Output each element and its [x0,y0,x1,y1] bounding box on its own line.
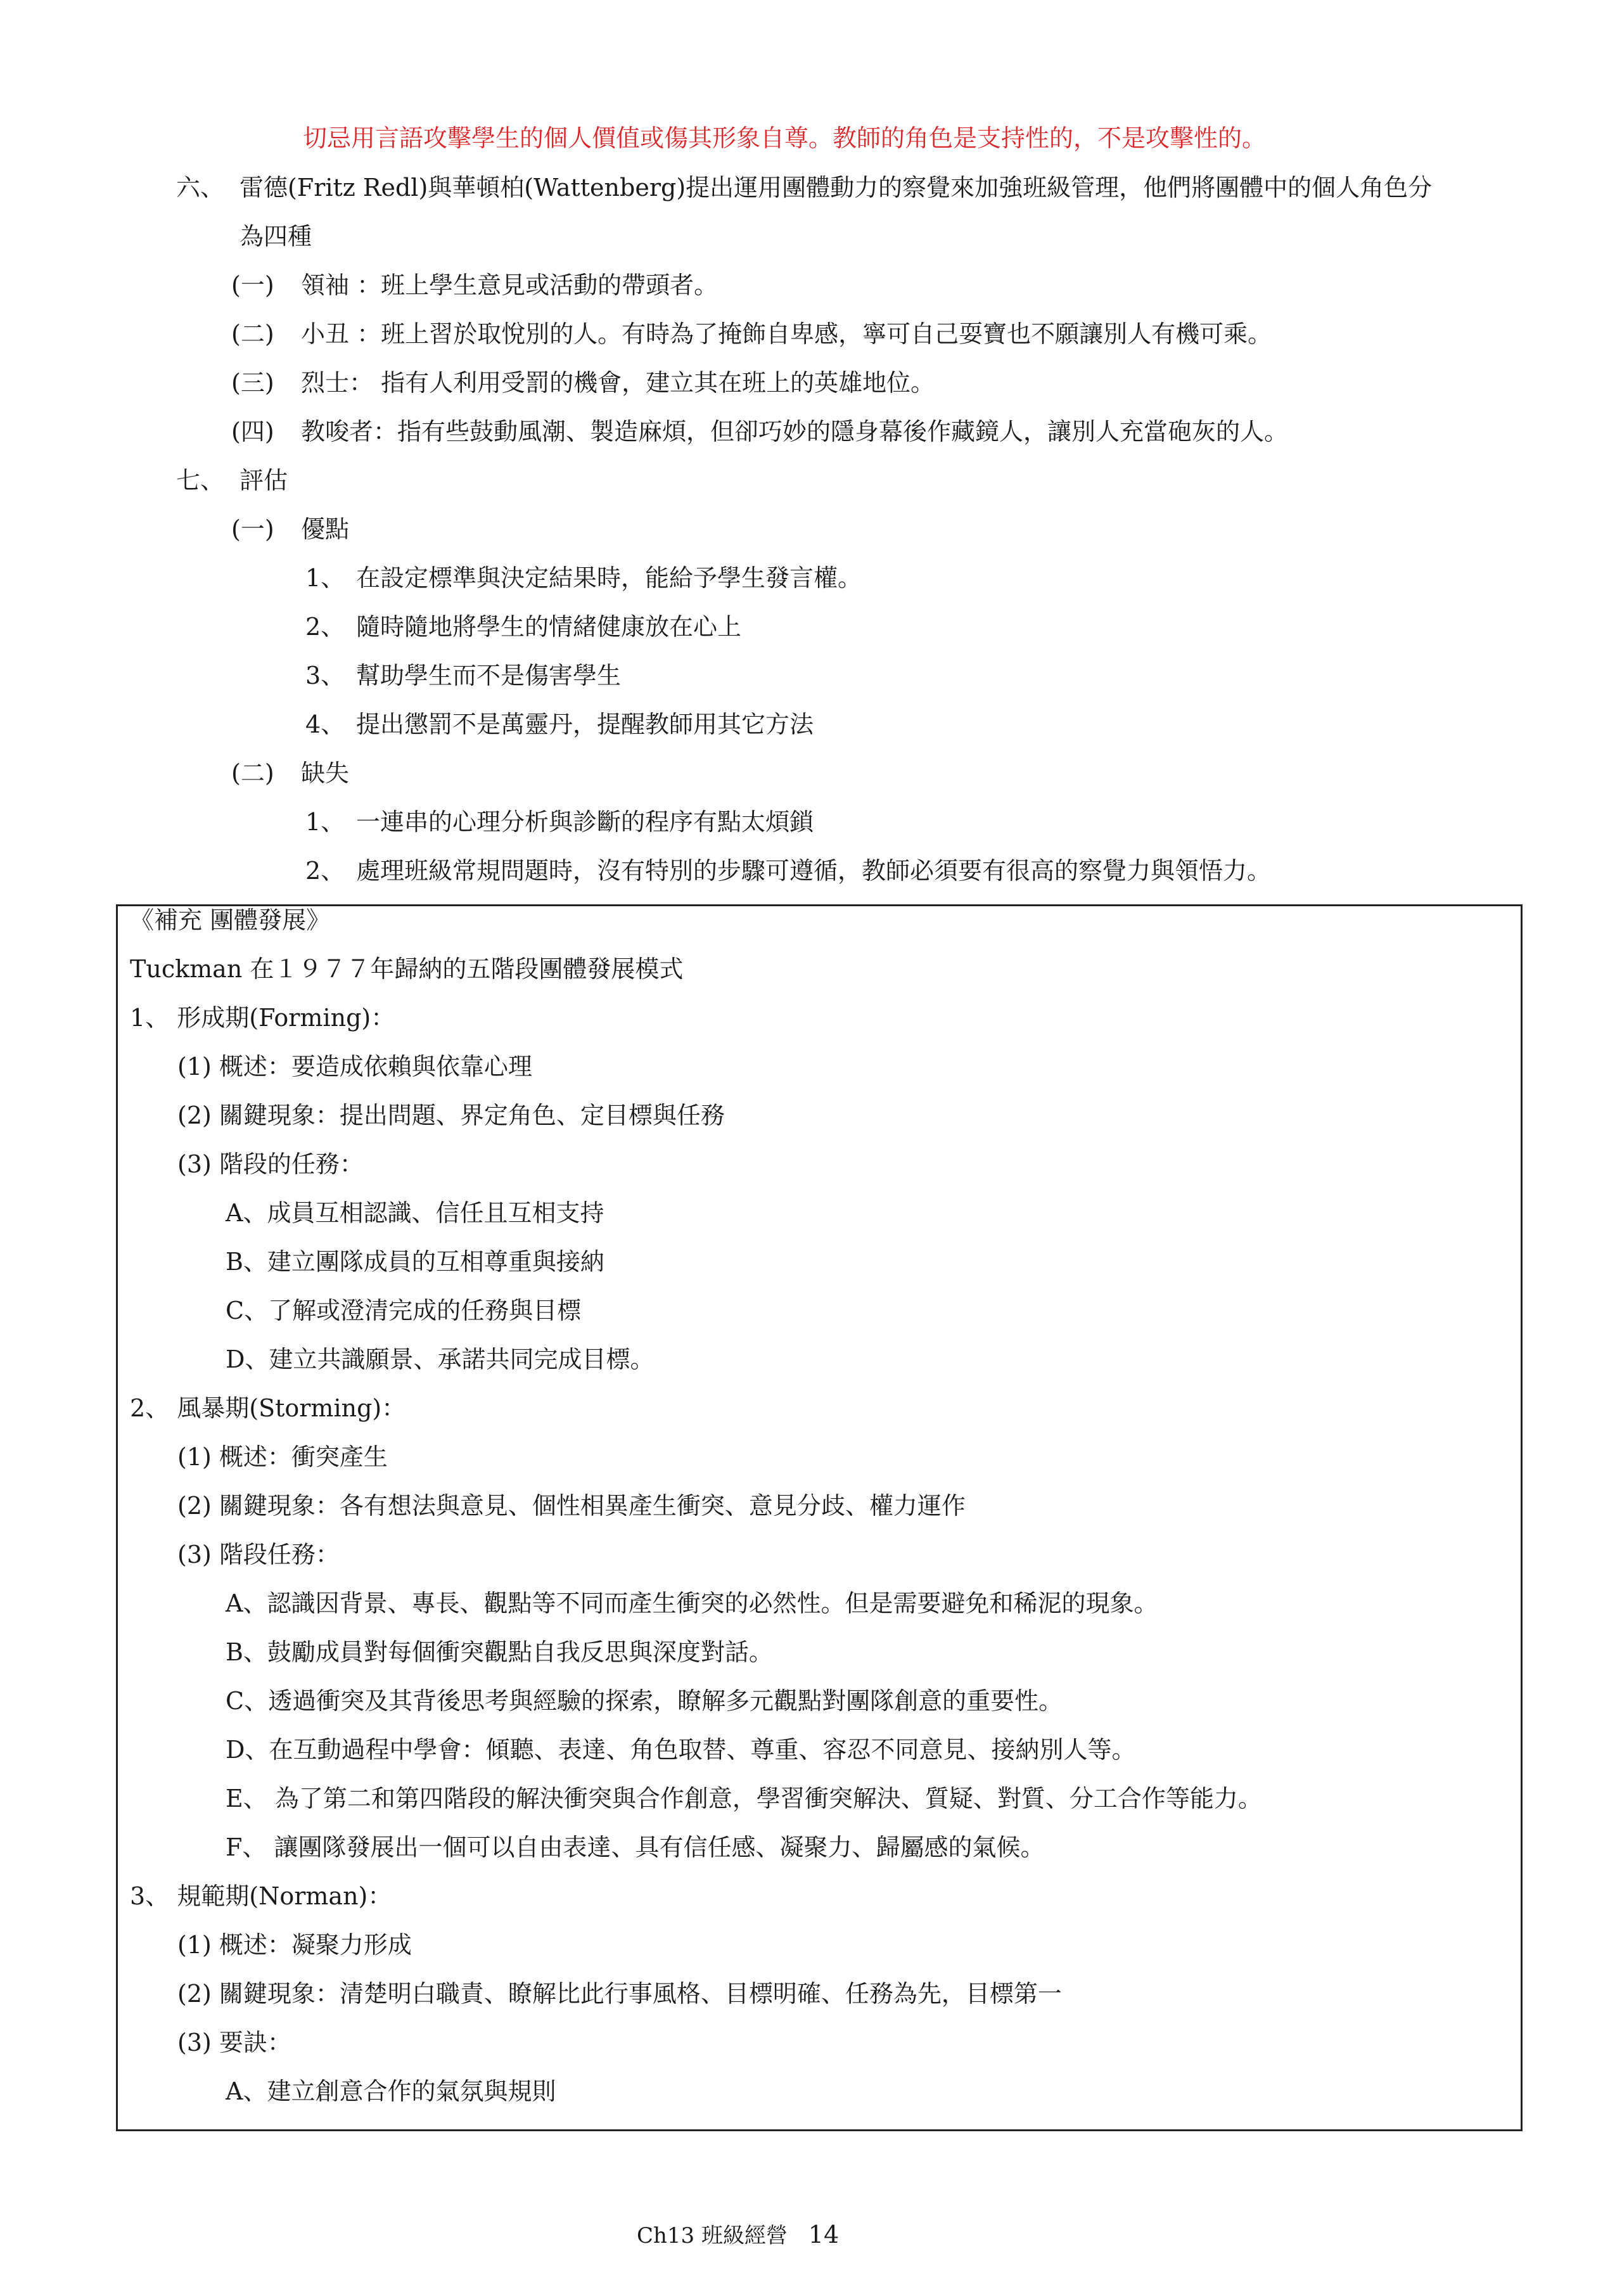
stage1-task-c: C、了解或澄清完成的任務與目標 [226,1297,582,1324]
section6-line1: 雷德(Fritz Redl)與華頓柏(Wattenberg)提出運用團體動力的察覺來加強班級管理，他們將團體中的個人角色分 [239,174,1433,202]
stage3-item-3: (3) 要訣： [177,2029,291,2056]
con-number-1: 1、 [305,808,345,836]
pro-text-1: 在設定標準與決定結果時，能給予學生發言權。 [356,564,862,592]
pro-number-1: 1、 [305,564,345,592]
stage2-task-f: F、 讓團隊發展出一個可以自由表達、具有信任感、凝聚力、歸屬感的氣候。 [226,1833,1045,1861]
pro-text-4: 提出懲罰不是萬靈丹，提醒教師用其它方法 [356,710,814,738]
pros-number: (一) [231,515,274,543]
role-number-4: (四) [231,418,274,446]
cons-title: 缺失 [301,759,350,787]
footer-page-number: 14 [808,2221,840,2248]
stage1-item-1: (1) 概述：要造成依賴與依靠心理 [177,1053,532,1081]
stage2-heading: 2、 風暴期(Storming)： [130,1394,406,1422]
stage1-task-a: A、成員互相認識、信任且互相支持 [226,1199,604,1227]
page-footer [637,2219,839,2251]
stage2-item-2: (2) 關鍵現象：各有想法與意見、個性相異產生衝突、意見分歧、權力運作 [177,1492,966,1520]
con-text-2: 處理班級常規問題時，沒有特別的步驟可遵循，教師必須要有很高的察覺力與領悟力。 [356,857,1272,885]
stage3-task-a: A、建立創意合作的氣氛與規則 [226,2077,556,2105]
stage3-heading: 3、 規範期(Norman)： [130,1882,392,1910]
section7-number: 七、 [176,466,225,494]
stage2-item-1: (1) 概述：衝突產生 [177,1443,388,1471]
pro-number-2: 2、 [305,613,345,641]
role-number-3: (三) [231,369,274,397]
pro-text-2: 隨時隨地將學生的情緒健康放在心上 [356,613,742,641]
role-text-3: 烈士： 指有人利用受罰的機會，建立其在班上的英雄地位。 [301,369,935,397]
con-number-2: 2、 [305,857,345,885]
stage1-item-3: (3) 階段的任務： [177,1150,364,1178]
section6-number: 六、 [176,174,225,202]
cons-number: (二) [231,759,274,787]
pro-number-3: 3、 [305,662,345,689]
stage2-task-c: C、透過衝突及其背後思考與經驗的探索，瞭解多元觀點對團隊創意的重要性。 [226,1687,1063,1715]
role-text-1: 領袖 ：班上學生意見或活動的帶頭者。 [301,271,718,299]
stage2-task-b: B、鼓勵成員對每個衝突觀點自我反思與深度對話。 [226,1638,773,1666]
stage3-item-2: (2) 關鍵現象：清楚明白職責、瞭解比此行事風格、目標明確、任務為先，目標第一 [177,1980,1062,2008]
stage2-item-3: (3) 階段任務： [177,1541,340,1568]
stage2-task-d: D、在互動過程中學會：傾聽、表達、角色取替、尊重、容忍不同意見、接納別人等。 [226,1736,1136,1764]
section6-line2: 為四種 [239,222,312,250]
warning-note: 切忌用言語攻擊學生的個人價值或傷其形象自尊。教師的角色是支持性的，不是攻擊性的。 [303,124,1267,152]
pros-title: 優點 [301,515,350,543]
pro-number-4: 4、 [305,710,345,738]
stage1-item-2: (2) 關鍵現象：提出問題、界定角色、定目標與任務 [177,1101,725,1129]
role-text-2: 小丑 ：班上習於取悅別的人。有時為了掩飾自卑感，寧可自己耍寶也不願讓別人有機可乘。 [301,320,1272,348]
stage1-task-b: B、建立團隊成員的互相尊重與接納 [226,1248,604,1276]
supplement-intro: Tuckman 在１９７７年歸納的五階段團體發展模式 [130,955,684,983]
role-number-2: (二) [231,320,274,348]
stage2-task-e: E、 為了第二和第四階段的解決衝突與合作創意，學習衝突解決、質疑、對質、分工合作等能力。 [226,1785,1262,1812]
footer-chapter: Ch13 班級經營 [637,2223,788,2248]
role-number-1: (一) [231,271,274,299]
stage1-heading: 1、 形成期(Forming)： [130,1004,395,1032]
pro-text-3: 幫助學生而不是傷害學生 [356,662,622,689]
con-text-1: 一連串的心理分析與診斷的程序有點太煩鎖 [356,808,814,836]
role-text-4: 教唆者：指有些鼓動風潮、製造麻煩，但卻巧妙的隱身幕後作藏鏡人，讓別人充當砲灰的人。 [301,418,1289,446]
stage2-task-a: A、認識因背景、專長、觀點等不同而產生衝突的必然性。但是需要避免和稀泥的現象。 [226,1589,1158,1617]
stage1-task-d: D、建立共識願景、承諾共同完成目標。 [226,1345,655,1373]
stage3-item-1: (1) 概述：凝聚力形成 [177,1931,412,1959]
supplement-title: 《補充 團體發展》 [130,906,331,934]
section7-title: 評估 [239,466,288,494]
